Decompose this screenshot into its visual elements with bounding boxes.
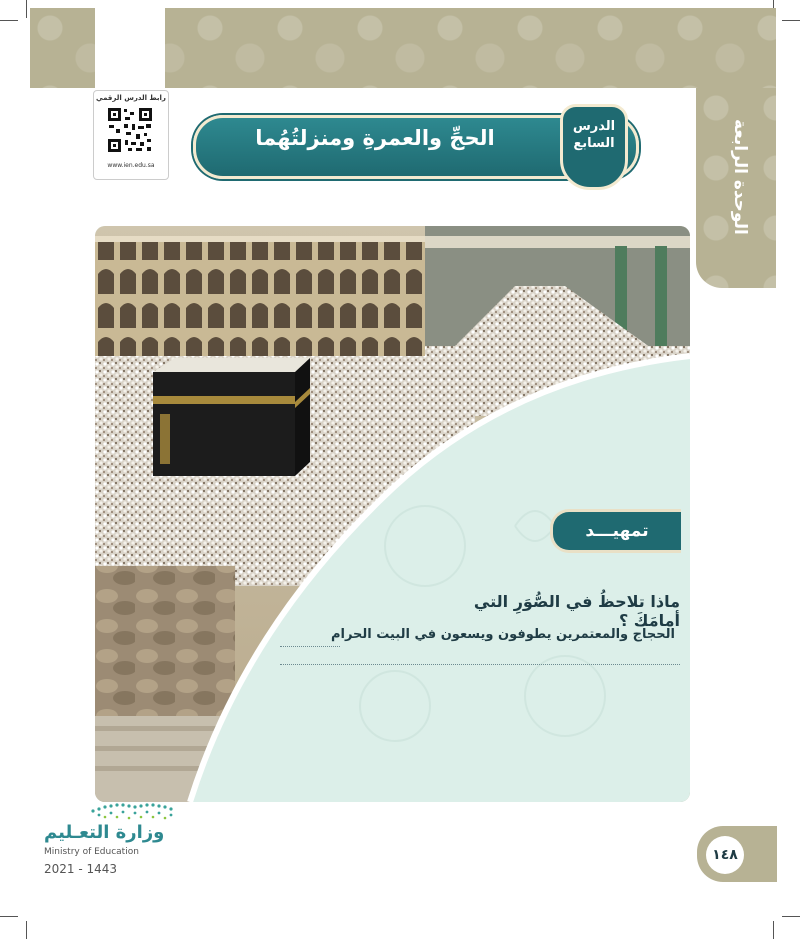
crop-mark xyxy=(0,916,18,917)
ministry-name-en: Ministry of Education xyxy=(44,847,139,857)
qr-code-icon[interactable] xyxy=(106,106,154,154)
qr-url[interactable]: www.ien.edu.sa xyxy=(107,162,155,169)
lesson-tag-line1: الدرس xyxy=(572,119,616,134)
intro-section-label: تمهيـــد xyxy=(550,509,681,553)
qr-title: رابط الدرس الرقمي xyxy=(96,94,166,102)
ministry-logo-icon xyxy=(88,797,178,823)
intro-answer[interactable]: الحجاج والمعتمرين يطوفون ويسعون في البيت الحرام xyxy=(330,627,675,642)
crop-mark xyxy=(782,916,800,917)
crop-mark xyxy=(26,921,27,939)
digital-lesson-link[interactable] xyxy=(93,90,169,180)
ministry-name-ar: وزارة التعـليم xyxy=(44,822,165,843)
crop-mark xyxy=(26,0,27,18)
page-number: ١٤٨ xyxy=(706,836,744,874)
qr-column xyxy=(95,8,165,88)
edition-year: 2021 - 1443 xyxy=(44,862,118,876)
crop-mark xyxy=(782,20,800,21)
lesson-tag-line2: السابع xyxy=(573,136,615,151)
answer-line xyxy=(280,646,340,647)
lesson-number-tag xyxy=(560,104,628,190)
answer-line xyxy=(280,664,680,665)
unit-label: الوحدة الرابعة xyxy=(730,119,750,235)
crop-mark xyxy=(0,20,18,21)
lesson-title: الحجِّ والعمرةِ ومنزلتُهُما xyxy=(255,126,495,150)
intro-question: ماذا تلاحظُ في الصُّوَرِ التي أمامَكَ ؟ xyxy=(473,592,680,630)
crop-mark xyxy=(773,921,774,939)
